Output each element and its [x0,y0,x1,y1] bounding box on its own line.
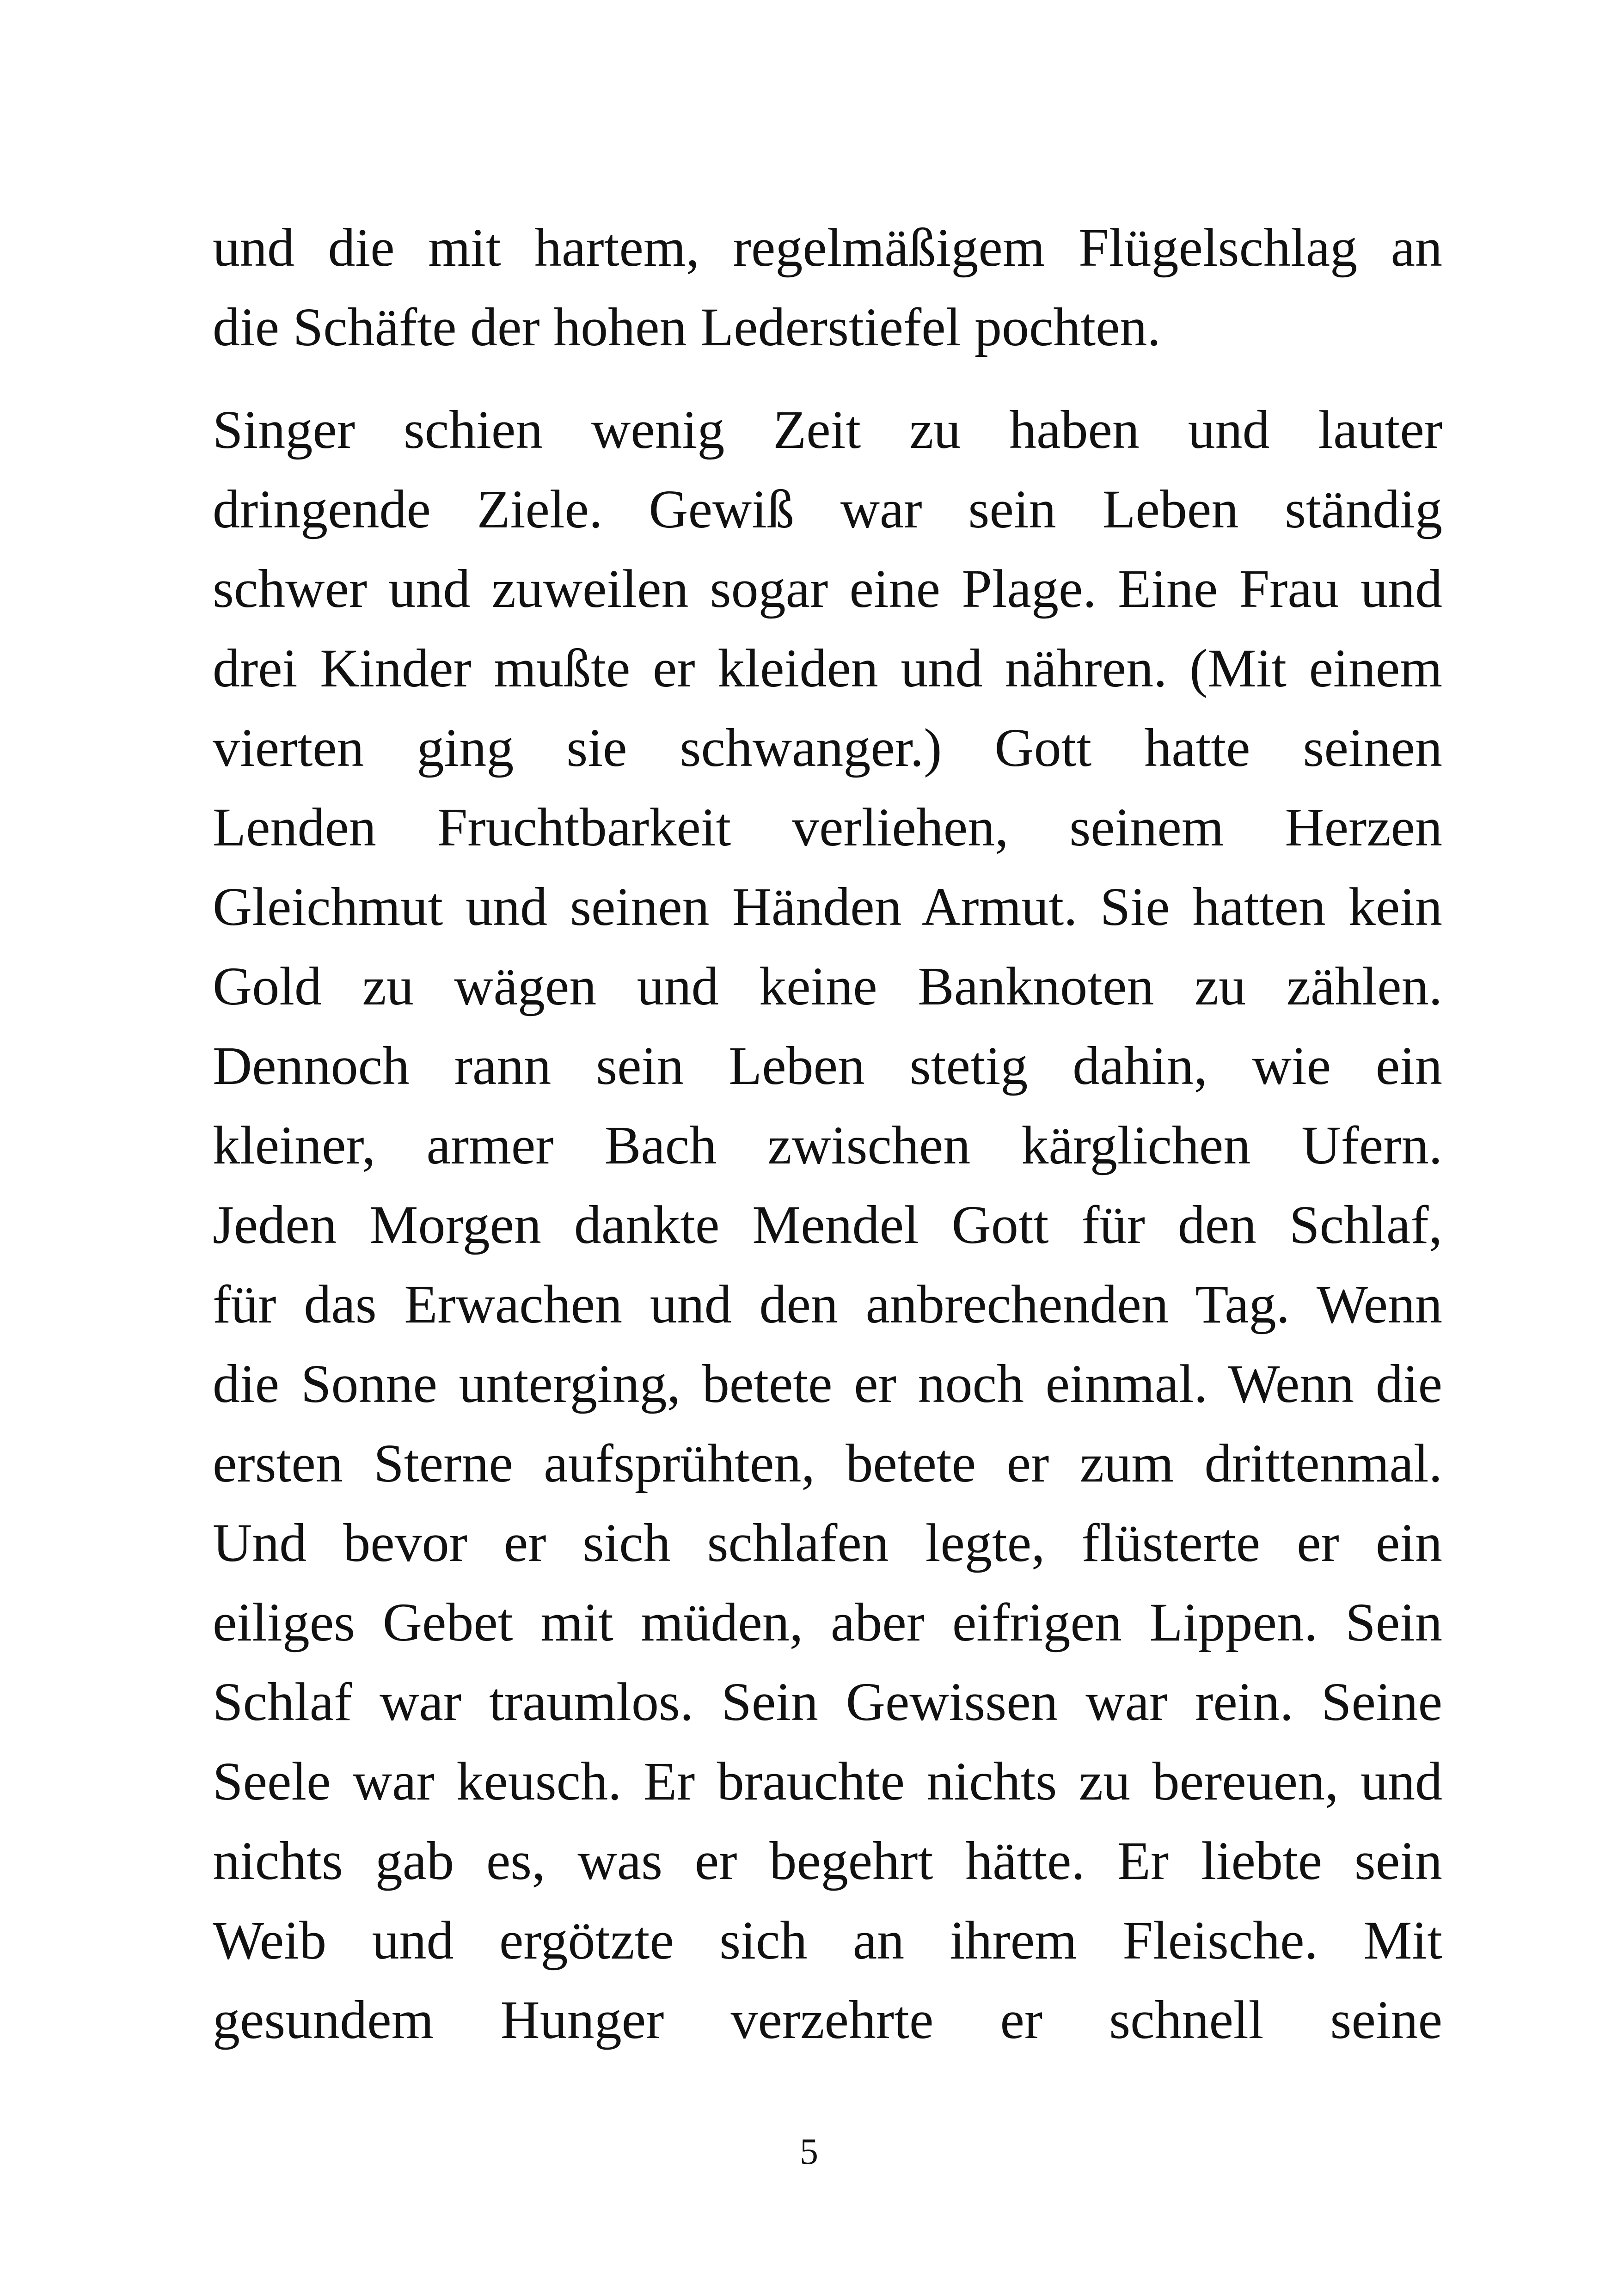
body-text [213,208,1442,2060]
text-line: nichts gab es, was er begehrt hätte. Er liebte sein [213,1831,1442,1891]
paragraph-2 [213,390,1442,2060]
text-line: die Sonne unterging, betete er noch einmal. Wenn die [213,1353,1442,1414]
text-line: gesundem Hunger verzehrte er schnell seine [213,1990,1442,2050]
text-line: kleiner, armer Bach zwischen kärglichen Ufern. [213,1115,1442,1176]
text-line: drei Kinder mußte er kleiden und nähren. (Mit einem [213,638,1442,698]
text-line: dringende Ziele. Gewiß war sein Leben ständig [213,479,1442,539]
text-line: Weib und ergötzte sich an ihrem Fleische. Mit [213,1910,1442,1971]
text-line: Dennoch rann sein Leben stetig dahin, wie ein [213,1035,1442,1096]
text-line: Und bevor er sich schlafen legte, flüsterte er ein [213,1512,1442,1573]
text-line: Schlaf war traumlos. Sein Gewissen war rein. Seine [213,1671,1442,1732]
text-line: Singer schien wenig Zeit zu haben und lauter [213,399,1442,460]
text-line: ersten Sterne aufsprühten, betete er zum drittenmal. [213,1433,1442,1494]
text-line: die Schäfte der hohen Lederstiefel pochten. [213,297,1161,357]
paragraph-1 [213,208,1442,367]
text-line: vierten ging sie schwanger.) Gott hatte seinen [213,717,1442,778]
text-line: für das Erwachen und den anbrechenden Tag. Wenn [213,1274,1442,1335]
text-line: Seele war keusch. Er brauchte nichts zu bereuen, und [213,1751,1442,1812]
text-line: Gold zu wägen und keine Banknoten zu zählen. [213,956,1442,1016]
text-line: schwer und zuweilen sogar eine Plage. Eine Frau und [213,558,1442,619]
text-line: eiliges Gebet mit müden, aber eifrigen Lippen. Sein [213,1592,1442,1653]
text-line: Lenden Fruchtbarkeit verliehen, seinem Herzen [213,797,1442,857]
text-line: Gleichmut und seinen Händen Armut. Sie hatten kein [213,876,1442,937]
text-line: Jeden Morgen dankte Mendel Gott für den Schlaf, [213,1194,1442,1255]
text-line: und die mit hartem, regelmäßigem Flügelschlag an [213,217,1442,278]
page-number: 5 [800,2131,818,2172]
